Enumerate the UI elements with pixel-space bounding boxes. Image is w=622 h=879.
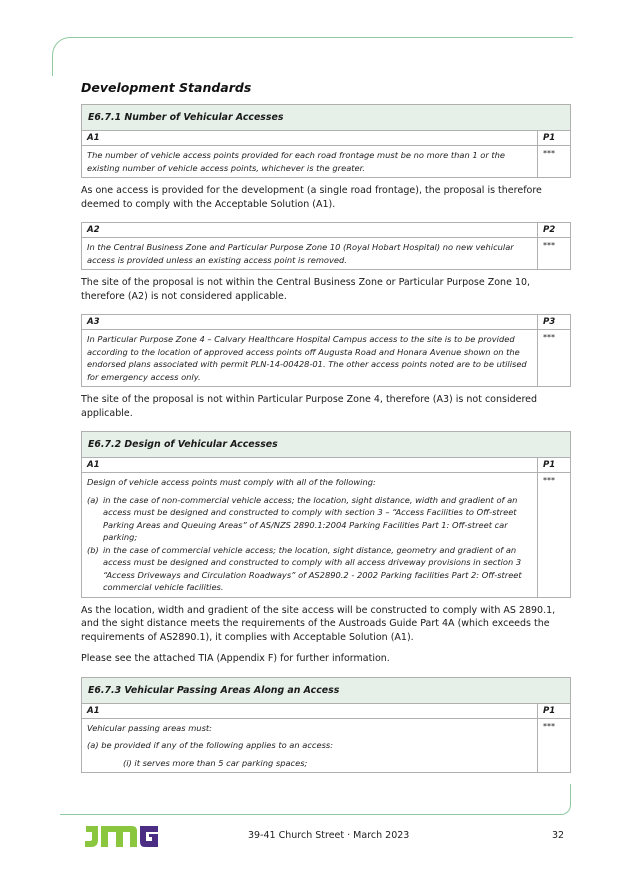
- assessment-paragraph: The site of the proposal is not within Particular Purpose Zone 4, therefore (A3) is not considered applicable.: [81, 394, 538, 419]
- performance-criteria-text: ***: [538, 330, 571, 387]
- page-number: 32: [552, 830, 565, 841]
- acceptable-solution-text: In the Central Business Zone and Particular Purpose Zone 10 (Royal Hobart Hospital) no new vehicular access is provided unless an existing access point is removed.: [82, 238, 538, 270]
- performance-criteria-label: P1: [538, 458, 571, 473]
- performance-criteria-text: ***: [538, 473, 571, 598]
- list-marker: (a): [87, 494, 99, 505]
- performance-criteria-label: P1: [538, 703, 571, 718]
- standard-table-a3: [81, 314, 571, 387]
- page-content: [81, 80, 571, 773]
- performance-criteria-text: ***: [538, 146, 571, 178]
- performance-criteria-text: ***: [538, 238, 571, 270]
- acceptable-solution-text: [82, 473, 538, 598]
- list-item: [87, 494, 532, 544]
- list-item: [87, 544, 532, 594]
- jmg-logo: [84, 822, 159, 848]
- list-marker: (b): [87, 544, 99, 555]
- page-footer: [0, 822, 622, 852]
- assessment-paragraph: The site of the proposal is not within the Central Business Zone or Particular Purpose Zone 10, therefore (A2) is not considered applicable.: [81, 277, 531, 302]
- performance-criteria-label: P3: [538, 315, 571, 330]
- standard-table-e671: [81, 104, 571, 178]
- acceptable-solution-text: In Particular Purpose Zone 4 – Calvary Healthcare Hospital Campus access to the site is to be provided according to the location of approved access points off Augusta Road and Honara Avenue shown on the endorsed plans associated with permit PLN-14-00428-01. The other access points noted are to be utilised for emergency access only.: [82, 330, 538, 387]
- intro-text: Design of vehicle access points must comply with all of the following:: [87, 477, 376, 487]
- standard-table-e672: [81, 431, 571, 598]
- table-heading: E6.7.1 Number of Vehicular Accesses: [82, 105, 571, 131]
- performance-criteria-text: ***: [538, 718, 571, 773]
- acceptable-solution-label: A1: [82, 703, 538, 718]
- table-heading: E6.7.2 Design of Vehicular Accesses: [82, 432, 571, 458]
- list-text: in the case of commercial vehicle access; the location, sight distance, geometry and gradient of an access must be designed and constructed to comply with all access driveway provisions in section 3 “Access Driveways and Circulation Roadways” of AS2890.2 - 2002 Parking facilities Part 2: Off-street commercial vehicle facilities.: [103, 544, 522, 592]
- assessment-paragraph: As one access is provided for the development (a single road frontage), the proposal is therefore deemed to comply with the Acceptable Solution (A1).: [81, 185, 542, 210]
- standard-table-a2: [81, 222, 571, 270]
- acceptable-solution-label: A3: [82, 315, 538, 330]
- section-title: Development Standards: [81, 80, 252, 95]
- assessment-paragraph: Please see the attached TIA (Appendix F) for further information.: [81, 653, 390, 664]
- standard-table-e673: [81, 677, 571, 774]
- acceptable-solution-text: [82, 718, 538, 773]
- acceptable-solution-label: A2: [82, 223, 538, 238]
- performance-criteria-label: P1: [538, 131, 571, 146]
- clause-line: Vehicular passing areas must:: [87, 722, 212, 733]
- page-frame-top: [52, 37, 573, 76]
- table-heading: E6.7.3 Vehicular Passing Areas Along an Access: [82, 677, 571, 703]
- footer-text: 39-41 Church Street · March 2023: [248, 830, 410, 841]
- logo-text: JMG: [84, 848, 86, 849]
- list-text: in the case of non-commercial vehicle access; the location, sight distance, width and gradient of an access must be designed and constructed to comply with section 3 – “Access Facilities to Off-street Parking Areas and Queuing Areas” of AS/NZS 2890.1:2004 Parking Facilities Part 1: Off-street car parking;: [103, 494, 518, 542]
- performance-criteria-label: P2: [538, 223, 571, 238]
- acceptable-solution-label: A1: [82, 458, 538, 473]
- acceptable-solution-text: The number of vehicle access points provided for each road frontage must be no more than 1 or the existing number of vehicle access points, whichever is the greater.: [82, 146, 538, 178]
- acceptable-solution-label: A1: [82, 131, 538, 146]
- clause-line: (i) it serves more than 5 car parking spaces;: [123, 757, 308, 768]
- page-frame-bottom: [60, 784, 571, 815]
- clause-line: (a) be provided if any of the following applies to an access:: [87, 740, 334, 750]
- assessment-paragraph: As the location, width and gradient of the site access will be constructed to comply with AS 2890.1, and the sight distance meets the requirements of the Austroads Guide Part 4A (which exceeds the requirements of AS2890.1), it complies with Acceptable Solution (A1).: [81, 604, 556, 643]
